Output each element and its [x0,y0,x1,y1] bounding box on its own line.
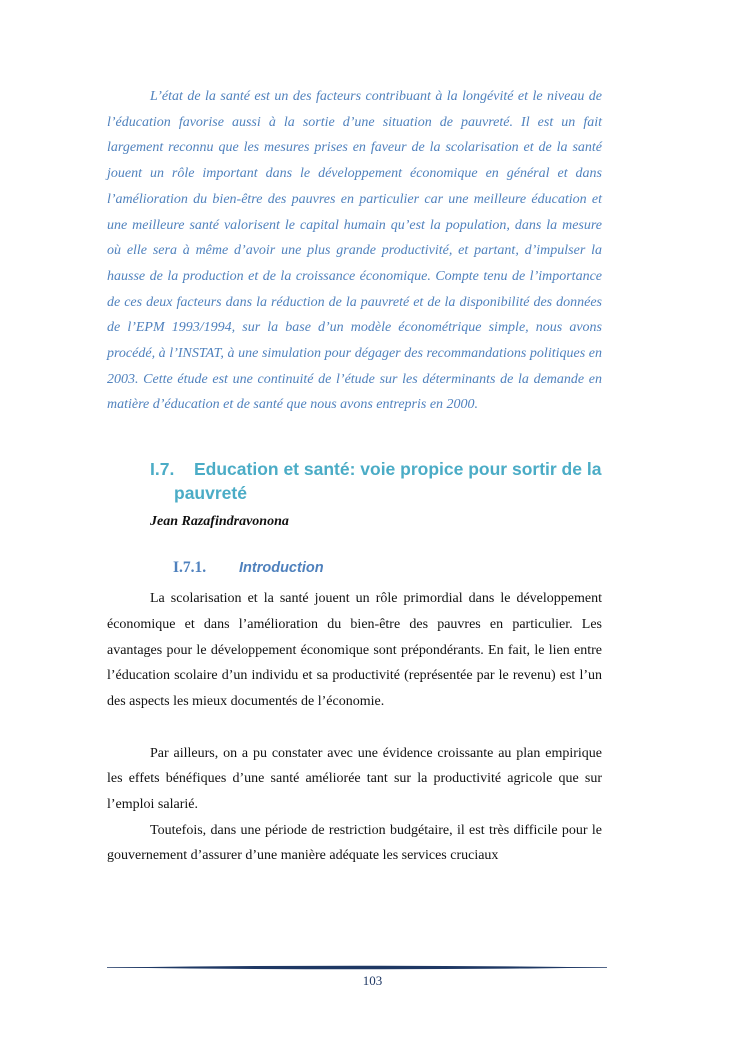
section-number: I.7. [150,459,175,480]
section-title: Education et santé: voie propice pour sortir de la pauvreté [174,459,602,504]
footer-rule [107,965,607,970]
author-name: Jean Razafindravonona [150,514,289,530]
page-number: 103 [362,973,383,988]
abstract-paragraph: L’état de la santé est un des facteurs contribuant à la longévité et le niveau de l’éducation favorise aussi à la sortie d’une situation de pauvreté. Il est un fait largement reconnu que les mesures prises en faveur de la scolarisation et de la santé jouent un rôle important dans le développement économique en général et dans l’amélioration du bien-être des pauvres en particulier car une meilleure éducation et une meilleure santé valorisent le capital humain qu’est la population, dans la mesure où elle sera à même d’avoir une plus grande productivité, et partant, d’impulser la hausse de la production et de la croissance économique. Compte tenu de l’importance de ces deux facteurs dans la réduction de la pauvreté et de la disponibilité des données de l’EPM 1993/1994, sur la base d’un modèle économétrique simple, nous avons procédé, à l’INSTAT, à une simulation pour dégager des recommandations politiques en 2003. Cette étude est une continuité de l’étude sur les déterminants de la demande en matière d’éducation et de santé que nous avons entrepris en 2000. [107,89,602,413]
subsection-title: Introduction [239,560,324,577]
section-heading [150,457,602,505]
subsection-number: I.7.1. [173,559,207,577]
body-paragraph: Toutefois, dans une période de restriction budgétaire, il est très difficile pour le gouvernement d’assurer d’une manière adéquate les services cruciaux [107,822,602,864]
page-body [107,84,602,869]
paragraph-gap [107,715,602,741]
subsection-heading [173,556,602,580]
body-paragraph: La scolarisation et la santé jouent un rôle primordial dans le développement économique et dans l’amélioration du bien-être des pauvres en particulier. Les avantages pour le développement économique sont prépondérants. En fait, le lien entre l’éducation scolaire d’un individu et sa productivité (représentée par le revenu) est l’un des aspects les mieux documentés de l’économie. [107,591,602,709]
body-paragraph: Par ailleurs, on a pu constater avec une évidence croissante au plan empirique les effets bénéfiques d’une santé améliorée tant sur la productivité agricole que sur l’emploi salarié. [107,745,602,813]
